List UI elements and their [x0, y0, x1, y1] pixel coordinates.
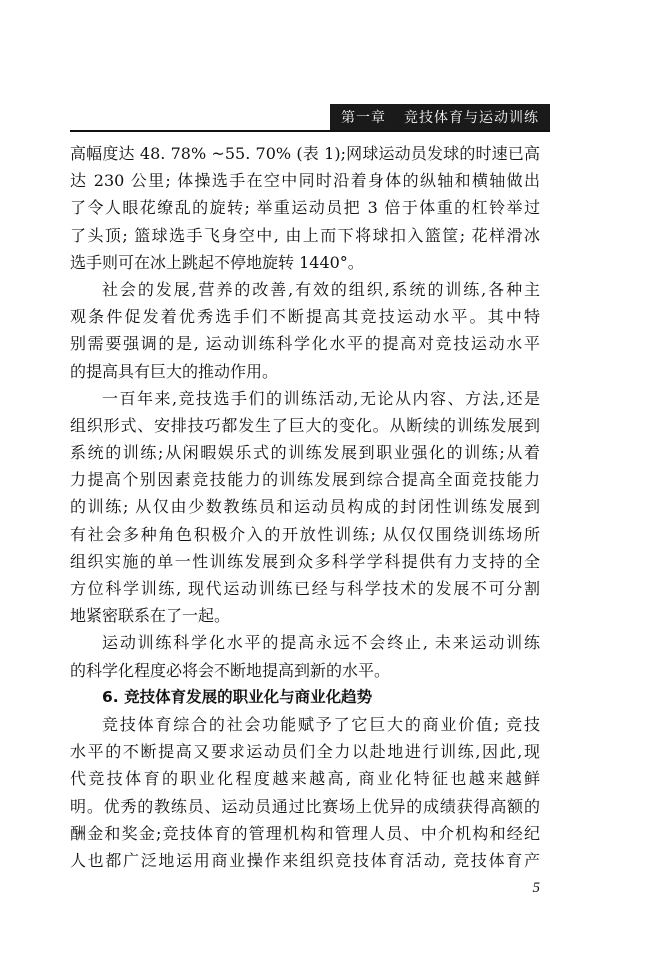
text-line: 明。优秀的教练员、运动员通过比赛场上优异的成绩获得高额的	[70, 796, 540, 816]
text-line: 运动训练科学化水平的提高永远不会终止, 未来运动训练	[102, 633, 540, 653]
text-line: 力提高个别因素竞技能力的训练发展到综合提高全面竞技能力	[70, 470, 540, 490]
text-line: 高幅度达 48. 78% ~55. 70% (表 1);网球运动员发球的时速已高	[70, 144, 540, 163]
text-line: 的科学化程度必将会不断地提高到新的水平。	[70, 660, 391, 680]
text-line: 观条件促发着优秀选手们不断提高其竞技运动水平。其中特	[70, 307, 540, 327]
text-line: 地紧密联系在了一起。	[70, 606, 231, 626]
text-line: 的提高具有巨大的推动作用。	[70, 361, 279, 381]
text-line: 人也都广泛地运用商业操作来组织竞技体育活动, 竞技体育产	[70, 850, 540, 870]
text-line: 方位科学训练, 现代运动训练已经与科学技术的发展不可分割	[70, 579, 540, 598]
running-header	[330, 104, 550, 130]
text-line: 的训练; 从仅由少数教练员和运动员构成的封闭性训练发展到	[70, 497, 540, 517]
chapter-title: 竞技体育与运动训练	[404, 110, 539, 126]
text-line: 了令人眼花缭乱的旋转; 举重运动员把 3 倍于体重的杠铃举过	[70, 198, 540, 218]
text-line: 组织实施的单一性训练发展到众多科学学科提供有力支持的全	[70, 551, 540, 571]
text-line: 达 230 公里; 体操选手在空中同时沿着身体的纵轴和横轴做出	[70, 171, 540, 191]
text-line: 别需要强调的是, 运动训练科学化水平的提高对竞技运动水平	[70, 334, 540, 354]
text-line: 水平的不断提高又要求运动员们全力以赴地进行训练,因此,现	[70, 742, 540, 762]
text-line: 选手则可在冰上跳起不停地旋转 1440°。	[70, 252, 364, 272]
text-line: 竞技体育综合的社会功能赋予了它巨大的商业价值; 竞技	[102, 714, 540, 734]
text-line: 系统的训练;从闲暇娱乐式的训练发展到职业强化的训练;从着	[70, 443, 540, 463]
section-heading: 6. 竞技体育发展的职业化与商业化趋势	[102, 687, 373, 706]
text-line: 酬金和奖金;竞技体育的管理机构和管理人员、中介机构和经纪	[70, 823, 540, 843]
text-line: 社会的发展,营养的改善,有效的组织,系统的训练,各种主	[102, 279, 540, 299]
text-line: 有社会多种角色积极介入的开放性训练; 从仅仅围绕训练场所	[70, 524, 540, 544]
text-line: 组织形式、安排技巧都发生了巨大的变化。从断续的训练发展到	[70, 415, 540, 435]
text-line: 了头顶; 篮球选手飞身空中, 由上而下将球扣入篮筐; 花样滑冰	[70, 225, 540, 245]
page-number: 5	[532, 880, 540, 896]
body-text	[70, 140, 540, 874]
chapter-label: 第一章	[341, 110, 386, 126]
header-divider	[70, 130, 550, 132]
text-line: 一百年来,竞技选手们的训练活动,无论从内容、方法,还是	[102, 388, 540, 408]
text-line: 代竞技体育的职业化程度越来越高, 商业化特征也越来越鲜	[70, 769, 540, 789]
